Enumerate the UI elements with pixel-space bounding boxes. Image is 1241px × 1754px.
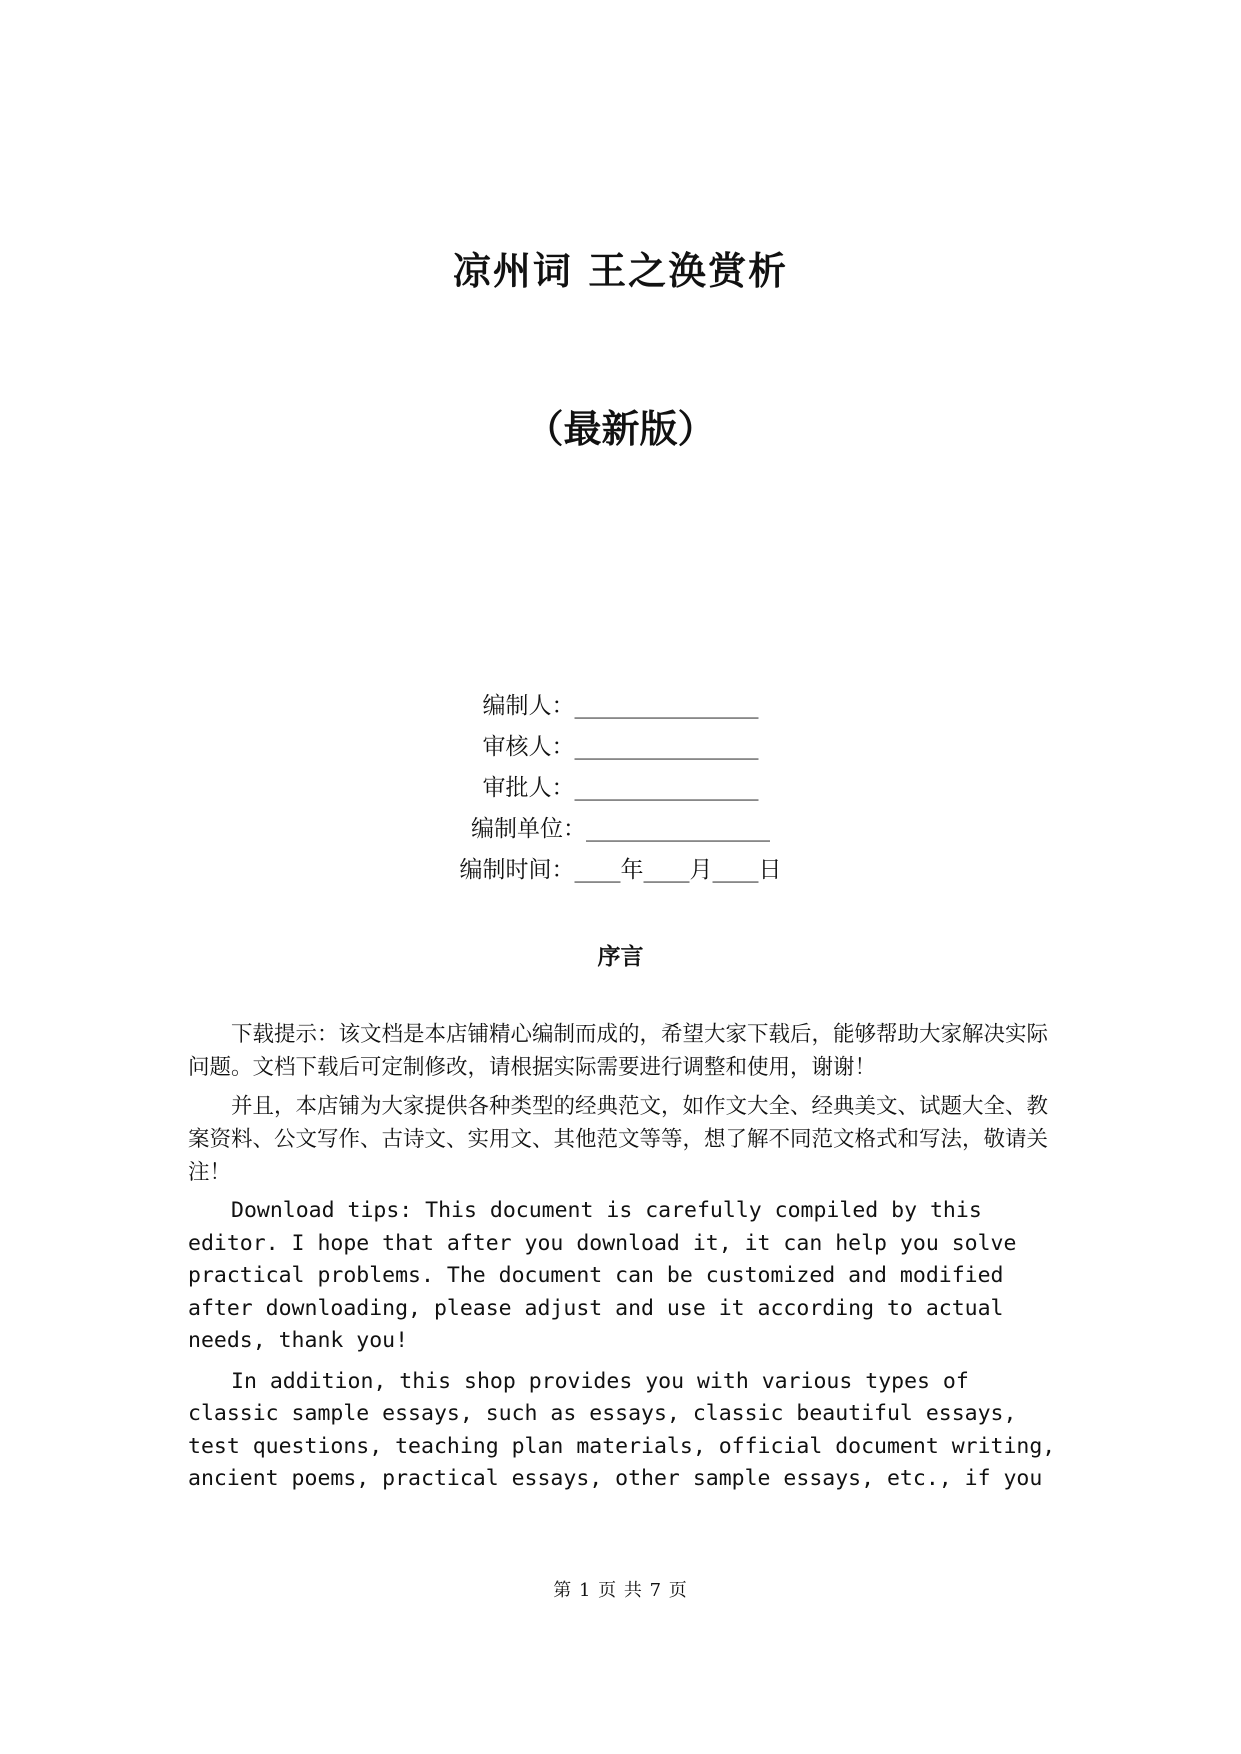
signoff-blank: ____年____月____日 <box>574 857 782 883</box>
signoff-label: 编制时间： <box>459 857 575 883</box>
signoff-row-compiler <box>0 686 1241 727</box>
paragraph: Download tips: This document is carefully compiled by this editor. I hope that after you download it, it can help you solve practical problems. The document can be customized and modified after downloading, please adjust and use it according to actual needs, thank you! <box>188 1198 1017 1353</box>
paragraph: In addition, this shop provides you with various types of classic sample essays, such as essays, classic beautiful essays, test questions, teaching plan materials, official document writing, ancient poems, practical essays, other sample essays, etc., if you <box>188 1368 1056 1491</box>
page-number-footer: 第 1 页 共 7 页 <box>553 1580 688 1601</box>
signoff-row-unit <box>0 809 1241 850</box>
preface-body <box>188 1018 1058 1504</box>
paragraph: 并且，本店铺为大家提供各种类型的经典范文，如作文大全、经典美文、试题大全、教案资料、公文写作、古诗文、实用文、其他范文等等，想了解不同范文格式和写法，敬请关注！ <box>188 1094 1049 1185</box>
document-title: 凉州词 王之涣赏析 <box>452 248 789 293</box>
signoff-label: 审核人： <box>482 734 575 760</box>
signoff-blank: ________________ <box>574 775 759 801</box>
paragraph: 下载提示：该文档是本店铺精心编制而成的，希望大家下载后，能够帮助大家解决实际问题。文档下载后可定制修改，请根据实际需要进行调整和使用，谢谢！ <box>188 1022 1049 1080</box>
signoff-blank: ________________ <box>574 734 759 760</box>
signoff-row-date <box>0 850 1241 891</box>
document-subtitle: （最新版） <box>525 406 716 451</box>
signoff-block <box>0 686 1241 891</box>
signoff-blank: ________________ <box>586 816 770 842</box>
signoff-row-reviewer <box>0 727 1241 768</box>
signoff-label: 编制人： <box>482 693 575 719</box>
preface-heading: 序言 <box>597 943 644 970</box>
signoff-row-approver <box>0 768 1241 809</box>
signoff-blank: ________________ <box>574 693 759 719</box>
signoff-label: 编制单位： <box>471 816 586 842</box>
signoff-label: 审批人： <box>482 775 575 801</box>
